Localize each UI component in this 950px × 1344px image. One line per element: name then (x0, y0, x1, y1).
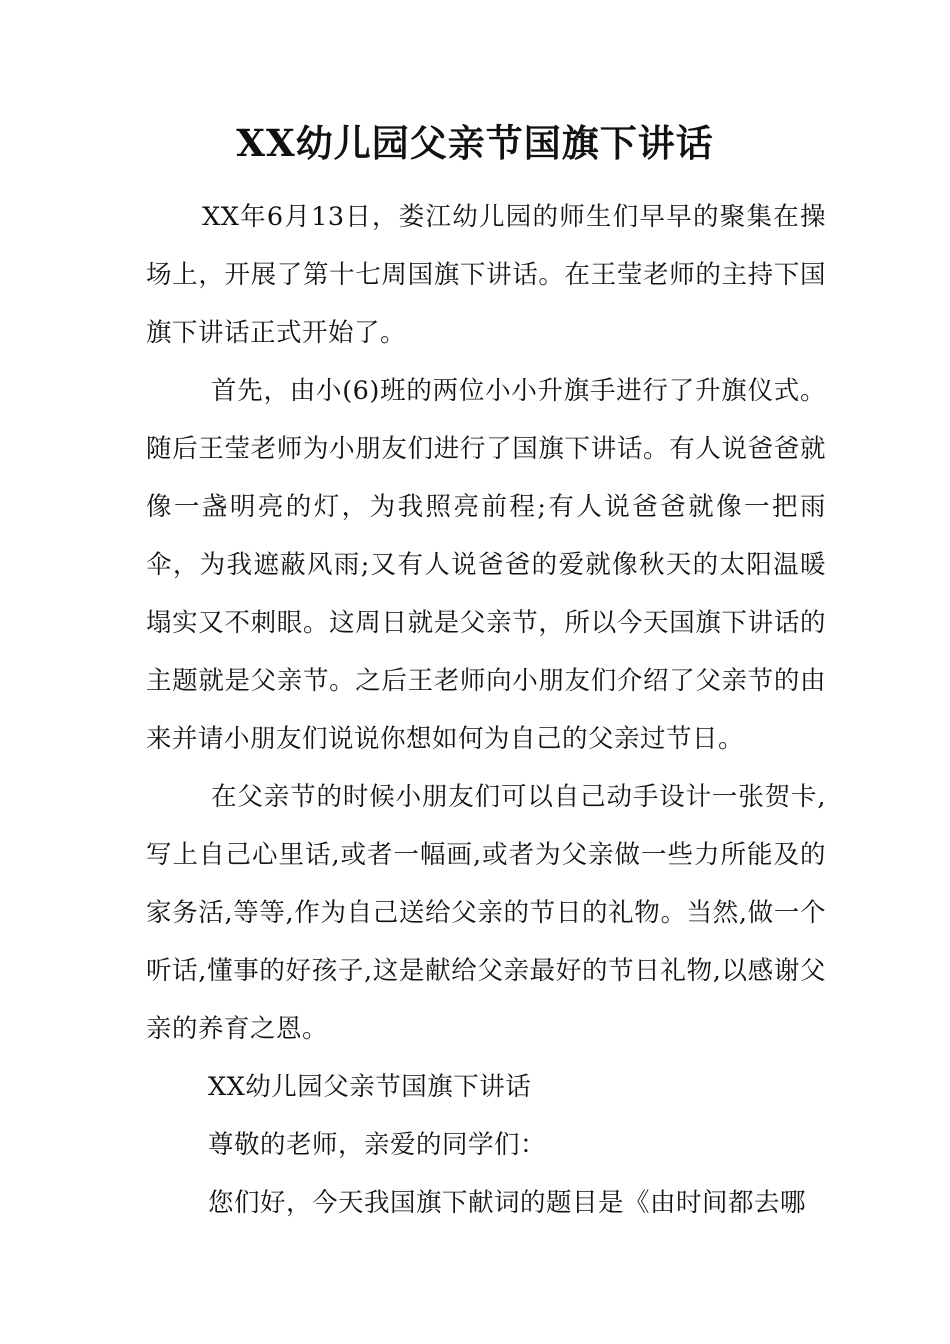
paragraph-1: XX年6月13日，娄江幼儿园的师生们早早的聚集在操场上，开展了第十七周国旗下讲话。在王莹老师的主持下国旗下讲话正式开始了。 (146, 202, 826, 348)
document-body (146, 188, 826, 1232)
document-title: XX幼儿园父亲节国旗下讲话 (236, 121, 714, 165)
speech-opening: 您们好，今天我国旗下献词的题目是《由时间都去哪 (208, 1188, 807, 1218)
paragraph-2: 首先，由小(6)班的两位小小升旗手进行了升旗仪式。随后王莹老师为小朋友们进行了国旗下讲话。有人说爸爸就像一盏明亮的灯，为我照亮前程;有人说爸爸就像一把雨伞，为我遮蔽风雨;又有人说爸爸的爱就像秋天的太阳温暖塌实又不刺眼。这周日就是父亲节，所以今天国旗下讲话的主题就是父亲节。之后王老师向小朋友们介绍了父亲节的由来并请小朋友们说说你想如何为自己的父亲过节日。 (146, 376, 826, 754)
paragraph-3: 在父亲节的时候小朋友们可以自己动手设计一张贺卡,写上自己心里话,或者一幅画,或者为父亲做一些力所能及的家务活,等等,作为自己送给父亲的节日的礼物。当然,做一个听话,懂事的好孩子,这是献给父亲最好的节日礼物,以感谢父亲的养育之恩。 (146, 782, 826, 1044)
speech-greeting: 尊敬的老师，亲爱的同学们： (208, 1130, 547, 1160)
speech-subtitle: XX幼儿园父亲节国旗下讲话 (208, 1072, 532, 1102)
